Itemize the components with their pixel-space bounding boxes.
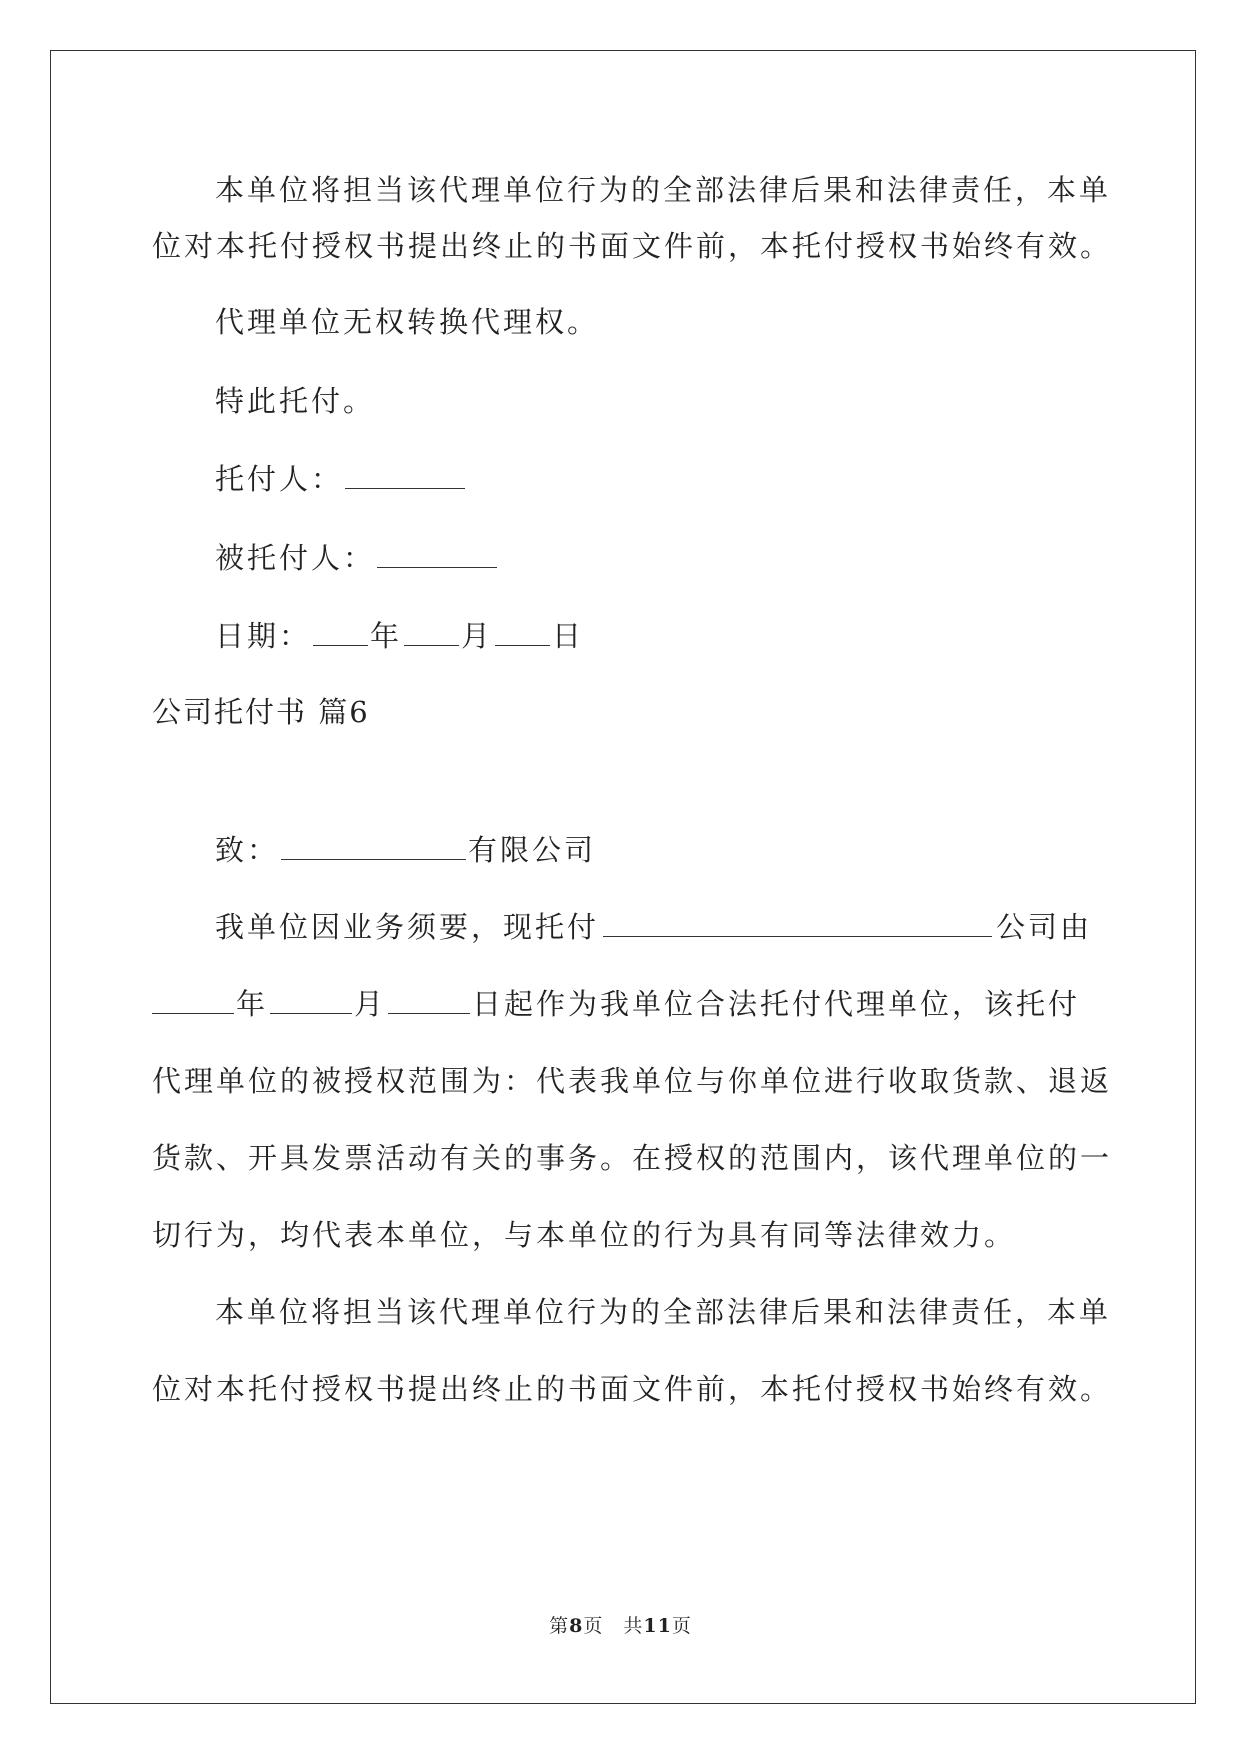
agent-company-blank bbox=[603, 910, 992, 937]
body-text: 我单位因业务须要，现托付 bbox=[215, 910, 600, 944]
page-border bbox=[50, 50, 1196, 1704]
body-line: 代理单位的被授权范围为：代表我单位与你单位进行收取货款、退返 bbox=[152, 1064, 1113, 1098]
addressee-line bbox=[215, 830, 596, 870]
day-label: 日 bbox=[552, 619, 585, 653]
company-blank bbox=[281, 833, 466, 860]
entrustee-label: 被托付人： bbox=[215, 541, 376, 575]
addressee-suffix: 有限公司 bbox=[468, 833, 597, 867]
body-line: 货款、开具发票活动有关的事务。在授权的范围内，该代理单位的一 bbox=[152, 1141, 1113, 1175]
start-month-blank bbox=[270, 987, 352, 1014]
body-text: 年 bbox=[236, 987, 269, 1021]
date-label: 日期： bbox=[215, 619, 312, 653]
paragraph-line: 本单位将担当该代理单位行为的全部法律后果和法律责任，本单 bbox=[215, 1295, 1112, 1329]
entrustor-line bbox=[215, 459, 467, 499]
body-text: 公司由 bbox=[995, 910, 1092, 944]
footer-mid: 页 共 bbox=[583, 1615, 644, 1637]
page-number: 8 bbox=[569, 1615, 584, 1637]
footer-prefix: 第 bbox=[549, 1615, 570, 1637]
section-title: 公司托付书 篇6 bbox=[152, 695, 370, 729]
addressee-label: 致： bbox=[215, 833, 280, 867]
entrustee-line bbox=[215, 538, 499, 578]
paragraph: 代理单位无权转换代理权。 bbox=[215, 305, 600, 339]
body-text: 月 bbox=[354, 987, 387, 1021]
body-line bbox=[152, 984, 1080, 1024]
day-blank bbox=[495, 619, 550, 646]
page-footer bbox=[0, 1611, 1241, 1638]
paragraph-line: 位对本托付授权书提出终止的书面文件前，本托付授权书始终有效。 bbox=[152, 1372, 1113, 1406]
body-line: 切行为，均代表本单位，与本单位的行为具有同等法律效力。 bbox=[152, 1218, 1017, 1252]
start-day-blank bbox=[388, 987, 470, 1014]
entrustor-blank bbox=[345, 462, 465, 489]
footer-suffix: 页 bbox=[671, 1615, 692, 1637]
date-line bbox=[215, 616, 584, 656]
month-label: 月 bbox=[461, 619, 494, 653]
year-label: 年 bbox=[370, 619, 403, 653]
body-line bbox=[215, 907, 1092, 947]
year-blank bbox=[313, 619, 368, 646]
entrustee-blank bbox=[377, 541, 497, 568]
total-pages: 11 bbox=[643, 1615, 672, 1637]
entrustor-label: 托付人： bbox=[215, 462, 344, 496]
body-text: 日起作为我单位合法托付代理单位，该托付 bbox=[472, 987, 1081, 1021]
month-blank bbox=[404, 619, 459, 646]
paragraph-line: 位对本托付授权书提出终止的书面文件前，本托付授权书始终有效。 bbox=[152, 229, 1113, 263]
paragraph-line: 本单位将担当该代理单位行为的全部法律后果和法律责任，本单 bbox=[215, 173, 1112, 207]
paragraph: 特此托付。 bbox=[215, 384, 376, 418]
start-year-blank bbox=[152, 987, 234, 1014]
